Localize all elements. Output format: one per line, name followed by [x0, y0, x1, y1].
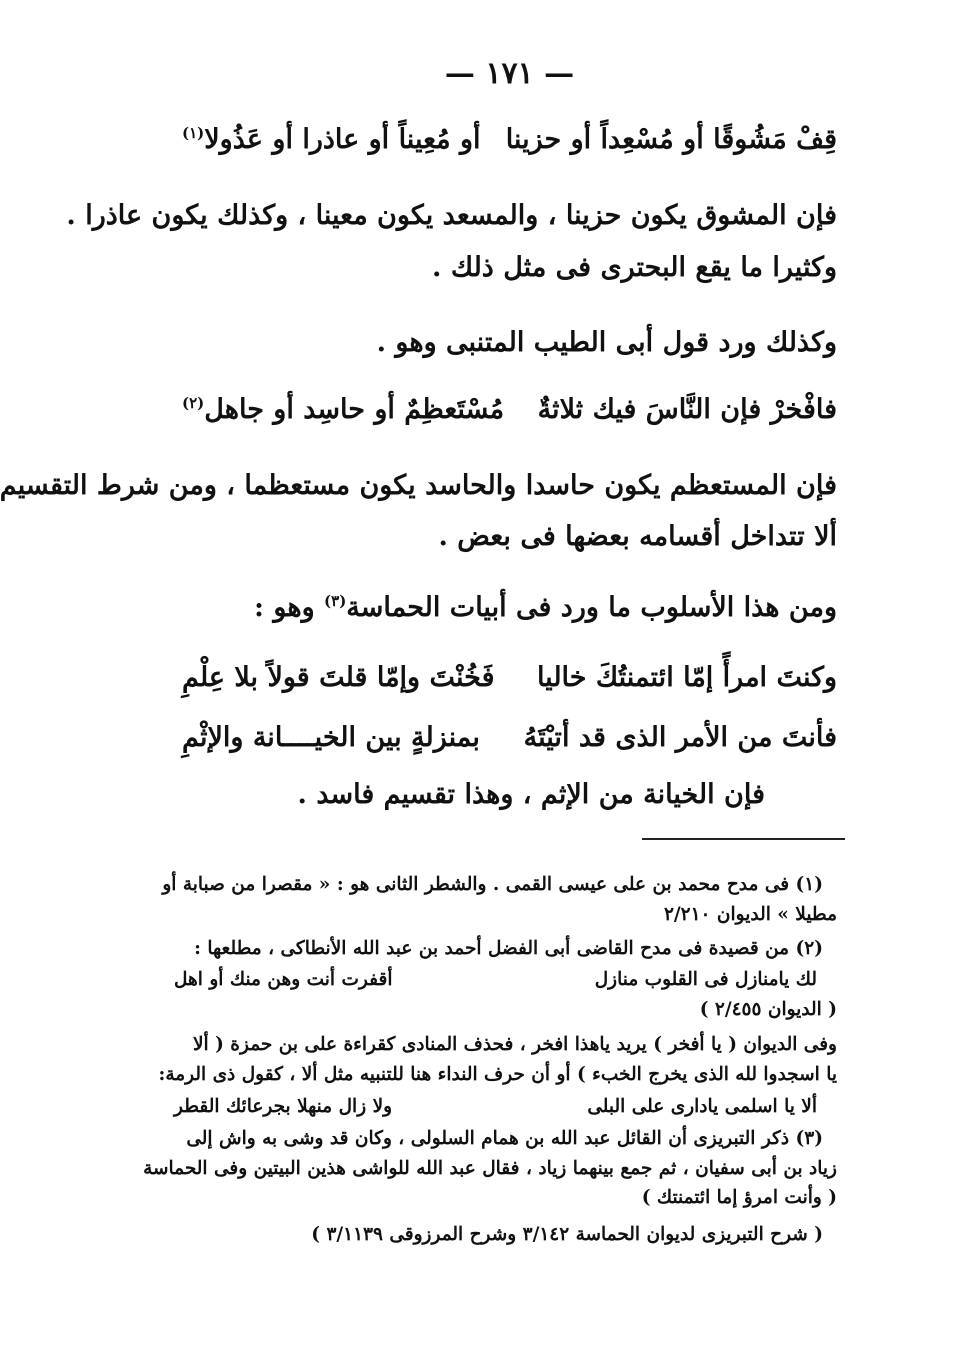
footnote-ref-1: (١) [182, 124, 205, 142]
verse-1-first-hemistich: قِفْ مَشُوقًا أو مُسْعِداً أو حزينا [505, 124, 837, 155]
footnote-2-line-1: (٢) من قصيدة فى مدح القاضى أبى الفضل أحمد بن عبد الله الأنطاكى ، مطلعها : [194, 938, 823, 959]
paragraph-4-tail: وهو : [254, 592, 325, 623]
paragraph-3-line-1: فإن المستعظم يكون حاسدا والحاسد يكون مستعظما ، ومن شرط التقسيم [0, 470, 837, 501]
footnote-divider [642, 838, 845, 840]
verse-2-first-hemistich: فافْخرْ فإن النَّاسَ فيك ثلاثةٌ [537, 394, 837, 425]
verse-2-second-hemistich-text: مُسْتَعظِمٌ أو حاسِد أو جاهل [204, 394, 505, 425]
footnote-1-line-1: (١) فى مدح محمد بن على عيسى القمى . والشطر الثانى هو : « مقصرا من صبابة أو [162, 874, 823, 895]
verse-3-first-hemistich: وكنتَ امرأً إمّا ائتمنتُكَ خاليا [536, 662, 837, 693]
paragraph-1-line-1: فإن المشوق يكون حزينا ، والمسعد يكون معينا ، وكذلك يكون عاذرا . [66, 200, 837, 231]
page-number: — ١٧١ — [444, 56, 575, 91]
footnote-2-verse-2-first-hemistich: ألا يا اسلمى يادارى على البلى [587, 1096, 817, 1117]
verse-4-first-hemistich: فأنتَ من الأمر الذى قد أتيْتَهُ [523, 722, 837, 753]
footnote-2-verse-2-second-hemistich: ولا زال منهلا بجرعائك القطر [174, 1096, 393, 1117]
footnote-ref-3: (٣) [324, 592, 347, 610]
verse-1-second-hemistich [182, 118, 481, 162]
verse-1-second-hemistich-text: أو مُعِيناً أو عاذرا أو عَذُولا [204, 124, 481, 155]
verse-2 [182, 388, 837, 432]
footnote-1-line-2: مطيلا » الديوان ٢/٢١٠ [663, 904, 837, 925]
paragraph-5: فإن الخيانة من الإثم ، وهذا تقسيم فاسد . [297, 779, 765, 810]
paragraph-4-text: ومن هذا الأسلوب ما ورد فى أبيات الحماسة [346, 592, 837, 623]
footnote-2-verse-first-hemistich: لك يامنازل فى القلوب منازل [594, 969, 817, 990]
verse-3 [182, 656, 837, 700]
footnote-3-line-1: (٣) ذكر التبريزى أن القائل عبد الله بن همام السلولى ، وكان قد وشى به واش إلى [186, 1128, 823, 1149]
verse-2-second-hemistich [182, 388, 504, 432]
footnote-ref-2: (٢) [182, 394, 205, 412]
footnote-2-line-3: وفى الديوان ( يا أفخر ) يريد ياهذا افخر ، فحذف المنادى كقراءة على بن حمزة ( ألا [192, 1034, 837, 1055]
footnote-2-reference: ( الديوان ٢/٤٥٥ ) [699, 999, 837, 1020]
paragraph-2: وكذلك ورد قول أبى الطيب المتنبى وهو . [376, 327, 837, 358]
paragraph-3-line-2: ألا تتداخل أقسامه بعضها فى بعض . [438, 521, 837, 552]
verse-3-second-hemistich: فَخُنْتَ وإمّا قلتَ قولاً بلا عِلْمِ [182, 662, 495, 693]
footnote-3-reference: ( شرح التبريزى لديوان الحماسة ٣/١٤٢ وشرح المرزوقى ٣/١١٣٩ ) [311, 1224, 823, 1245]
footnote-2-verse-2 [174, 1092, 837, 1122]
verse-4 [182, 716, 837, 760]
verse-4-second-hemistich: بمنزلةٍ بين الخيــــانة والإثْمِ [182, 722, 480, 753]
footnote-2-line-4: يا اسجدوا لله الذى يخرج الخبء ) أو أن حرف النداء هنا للتنبيه مثل ألا ، كقول ذى الرمة: [158, 1064, 837, 1085]
footnote-3-line-3: ( وأنت امرؤ إما ائتمنتك ) [641, 1187, 837, 1208]
footnote-2-verse [174, 965, 837, 995]
footnote-2-verse-second-hemistich: أقفرت أنت وهن منك أو اهل [174, 969, 393, 990]
verse-1 [182, 118, 837, 162]
paragraph-4 [182, 588, 837, 628]
footnote-3-line-2: زياد بن أبى سفيان ، ثم جمع بينهما زياد ، فقال عبد الله للواشى هذين البيتين وفى الحماسة [143, 1158, 837, 1179]
paragraph-1-line-2: وكثيرا ما يقع البحترى فى مثل ذلك . [432, 252, 837, 283]
